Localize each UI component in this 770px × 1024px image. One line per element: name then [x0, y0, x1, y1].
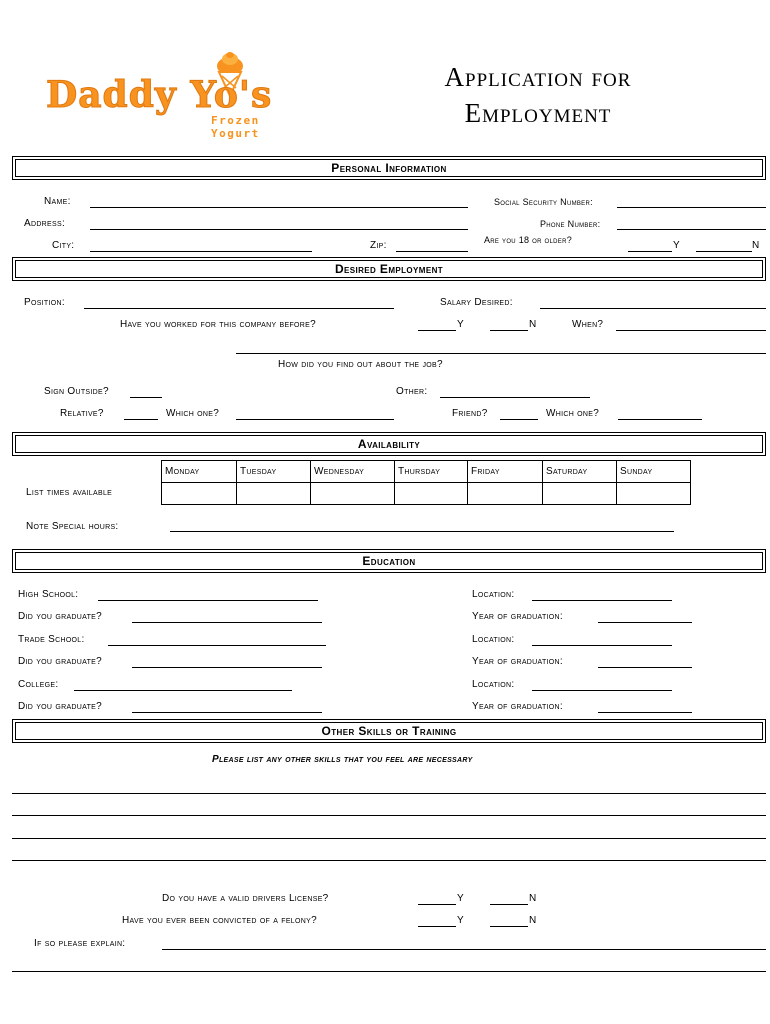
name-field[interactable] [90, 207, 468, 208]
which-one-relative-label: Which one? [166, 408, 220, 419]
college-location-field[interactable] [532, 690, 672, 691]
trade-school-field[interactable] [108, 645, 326, 646]
relative-field[interactable] [124, 419, 158, 420]
felony-yes-label: Y [457, 915, 464, 926]
sign-outside-label: Sign Outside? [44, 386, 109, 397]
friday-times-cell[interactable] [468, 483, 543, 505]
wednesday-times-cell[interactable] [311, 483, 395, 505]
when-label: When? [572, 319, 604, 330]
section-availability-title: Availability [15, 435, 763, 453]
age-label: Are you 18 or older? [484, 235, 573, 245]
worked-before-yes-field[interactable] [418, 330, 456, 331]
felony-label: Have you ever been convicted of a felony? [122, 915, 317, 926]
college-field[interactable] [74, 690, 292, 691]
trade-year-field[interactable] [598, 667, 692, 668]
section-availability [12, 432, 766, 456]
section-desired-title: Desired Employment [15, 260, 763, 278]
when-field[interactable] [616, 330, 766, 331]
section-desired [12, 257, 766, 281]
day-header-thursday: Thursday [395, 461, 468, 483]
tuesday-times-cell[interactable] [237, 483, 311, 505]
which-one-friend-field[interactable] [618, 419, 702, 420]
address-label: Address: [24, 218, 66, 229]
section-education-title: Education [15, 552, 763, 570]
special-hours-field[interactable] [170, 531, 674, 532]
brand-tagline: Frozen Yogurt [211, 114, 260, 140]
day-header-wednesday: Wednesday [311, 461, 395, 483]
trade-graduate-field[interactable] [132, 667, 322, 668]
college-location-label: Location: [472, 679, 515, 690]
page-title-line1: Application for [444, 62, 632, 92]
age-yes-field[interactable] [628, 251, 672, 252]
college-year-field[interactable] [598, 712, 692, 713]
age-no-label: N [752, 240, 760, 251]
ssn-field[interactable] [617, 207, 766, 208]
ssn-label: Social Security Number: [494, 197, 593, 207]
skills-line-4[interactable] [12, 860, 766, 861]
logo [46, 52, 316, 140]
trade-year-label: Year of graduation: [472, 656, 563, 667]
relative-label: Relative? [60, 408, 104, 419]
hs-year-field[interactable] [598, 622, 692, 623]
explain-label: If so please explain: [34, 938, 126, 949]
high-school-field[interactable] [98, 600, 318, 601]
felony-no-label: N [529, 915, 537, 926]
felony-yes-field[interactable] [418, 926, 456, 927]
name-label: Name: [44, 196, 71, 207]
day-header-friday: Friday [468, 461, 543, 483]
how-found-field[interactable] [236, 353, 766, 354]
worked-before-no-field[interactable] [490, 330, 528, 331]
worked-before-yes-label: Y [457, 319, 464, 330]
age-no-field[interactable] [696, 251, 752, 252]
page-title-line2: Employment [464, 98, 612, 128]
skills-line-3[interactable] [12, 838, 766, 839]
section-education [12, 549, 766, 573]
section-personal [12, 156, 766, 180]
friend-field[interactable] [500, 419, 538, 420]
availability-table [161, 460, 691, 505]
list-times-label: List times available [26, 487, 113, 498]
hs-year-label: Year of graduation: [472, 611, 563, 622]
day-header-sunday: Sunday [617, 461, 691, 483]
how-found-label: How did you find out about the job? [278, 359, 443, 370]
trade-school-label: Trade School: [18, 634, 85, 645]
which-one-friend-label: Which one? [546, 408, 600, 419]
thursday-times-cell[interactable] [395, 483, 468, 505]
license-no-label: N [529, 893, 537, 904]
section-personal-title: Personal Information [15, 159, 763, 177]
license-label: Do you have a valid drivers License? [162, 893, 329, 904]
high-school-label: High School: [18, 589, 79, 600]
section-skills [12, 719, 766, 743]
other-label: Other: [396, 386, 428, 397]
hs-graduate-label: Did you graduate? [18, 611, 102, 622]
salary-label: Salary Desired: [440, 297, 513, 308]
hs-graduate-field[interactable] [132, 622, 322, 623]
sunday-times-cell[interactable] [617, 483, 691, 505]
day-header-saturday: Saturday [543, 461, 617, 483]
trade-graduate-label: Did you graduate? [18, 656, 102, 667]
trade-location-field[interactable] [532, 645, 672, 646]
license-yes-field[interactable] [418, 904, 456, 905]
other-field[interactable] [440, 397, 590, 398]
phone-label: Phone Number: [540, 219, 601, 229]
college-year-label: Year of graduation: [472, 701, 563, 712]
college-graduate-field[interactable] [132, 712, 322, 713]
friend-label: Friend? [452, 408, 488, 419]
monday-times-cell[interactable] [162, 483, 237, 505]
zip-field[interactable] [396, 251, 468, 252]
special-hours-label: Note Special hours: [26, 521, 119, 532]
hs-location-label: Location: [472, 589, 515, 600]
explain-field[interactable] [162, 949, 766, 950]
brand-name: Daddy Yo's [46, 74, 273, 116]
city-field[interactable] [90, 251, 312, 252]
salary-field[interactable] [540, 308, 766, 309]
day-header-tuesday: Tuesday [237, 461, 311, 483]
position-label: Position: [24, 297, 65, 308]
age-yes-label: Y [673, 240, 680, 251]
skills-line-2[interactable] [12, 815, 766, 816]
section-skills-title: Other Skills or Training [15, 722, 763, 740]
city-label: City: [52, 240, 75, 251]
position-field[interactable] [84, 308, 394, 309]
worked-before-no-label: N [529, 319, 537, 330]
zip-label: Zip: [370, 240, 387, 251]
college-graduate-label: Did you graduate? [18, 701, 102, 712]
college-label: College: [18, 679, 59, 690]
day-header-monday: Monday [162, 461, 237, 483]
trade-location-label: Location: [472, 634, 515, 645]
explain-line-2[interactable] [12, 971, 766, 972]
address-field[interactable] [90, 229, 468, 230]
skills-line-1[interactable] [12, 793, 766, 794]
phone-field[interactable] [617, 229, 766, 230]
license-yes-label: Y [457, 893, 464, 904]
license-no-field[interactable] [490, 904, 528, 905]
felony-no-field[interactable] [490, 926, 528, 927]
skills-prompt: Please list any other skills that you feel are necessary [212, 754, 473, 765]
which-one-relative-field[interactable] [236, 419, 394, 420]
sign-outside-field[interactable] [130, 397, 162, 398]
worked-before-label: Have you worked for this company before? [120, 319, 316, 330]
hs-location-field[interactable] [532, 600, 672, 601]
saturday-times-cell[interactable] [543, 483, 617, 505]
